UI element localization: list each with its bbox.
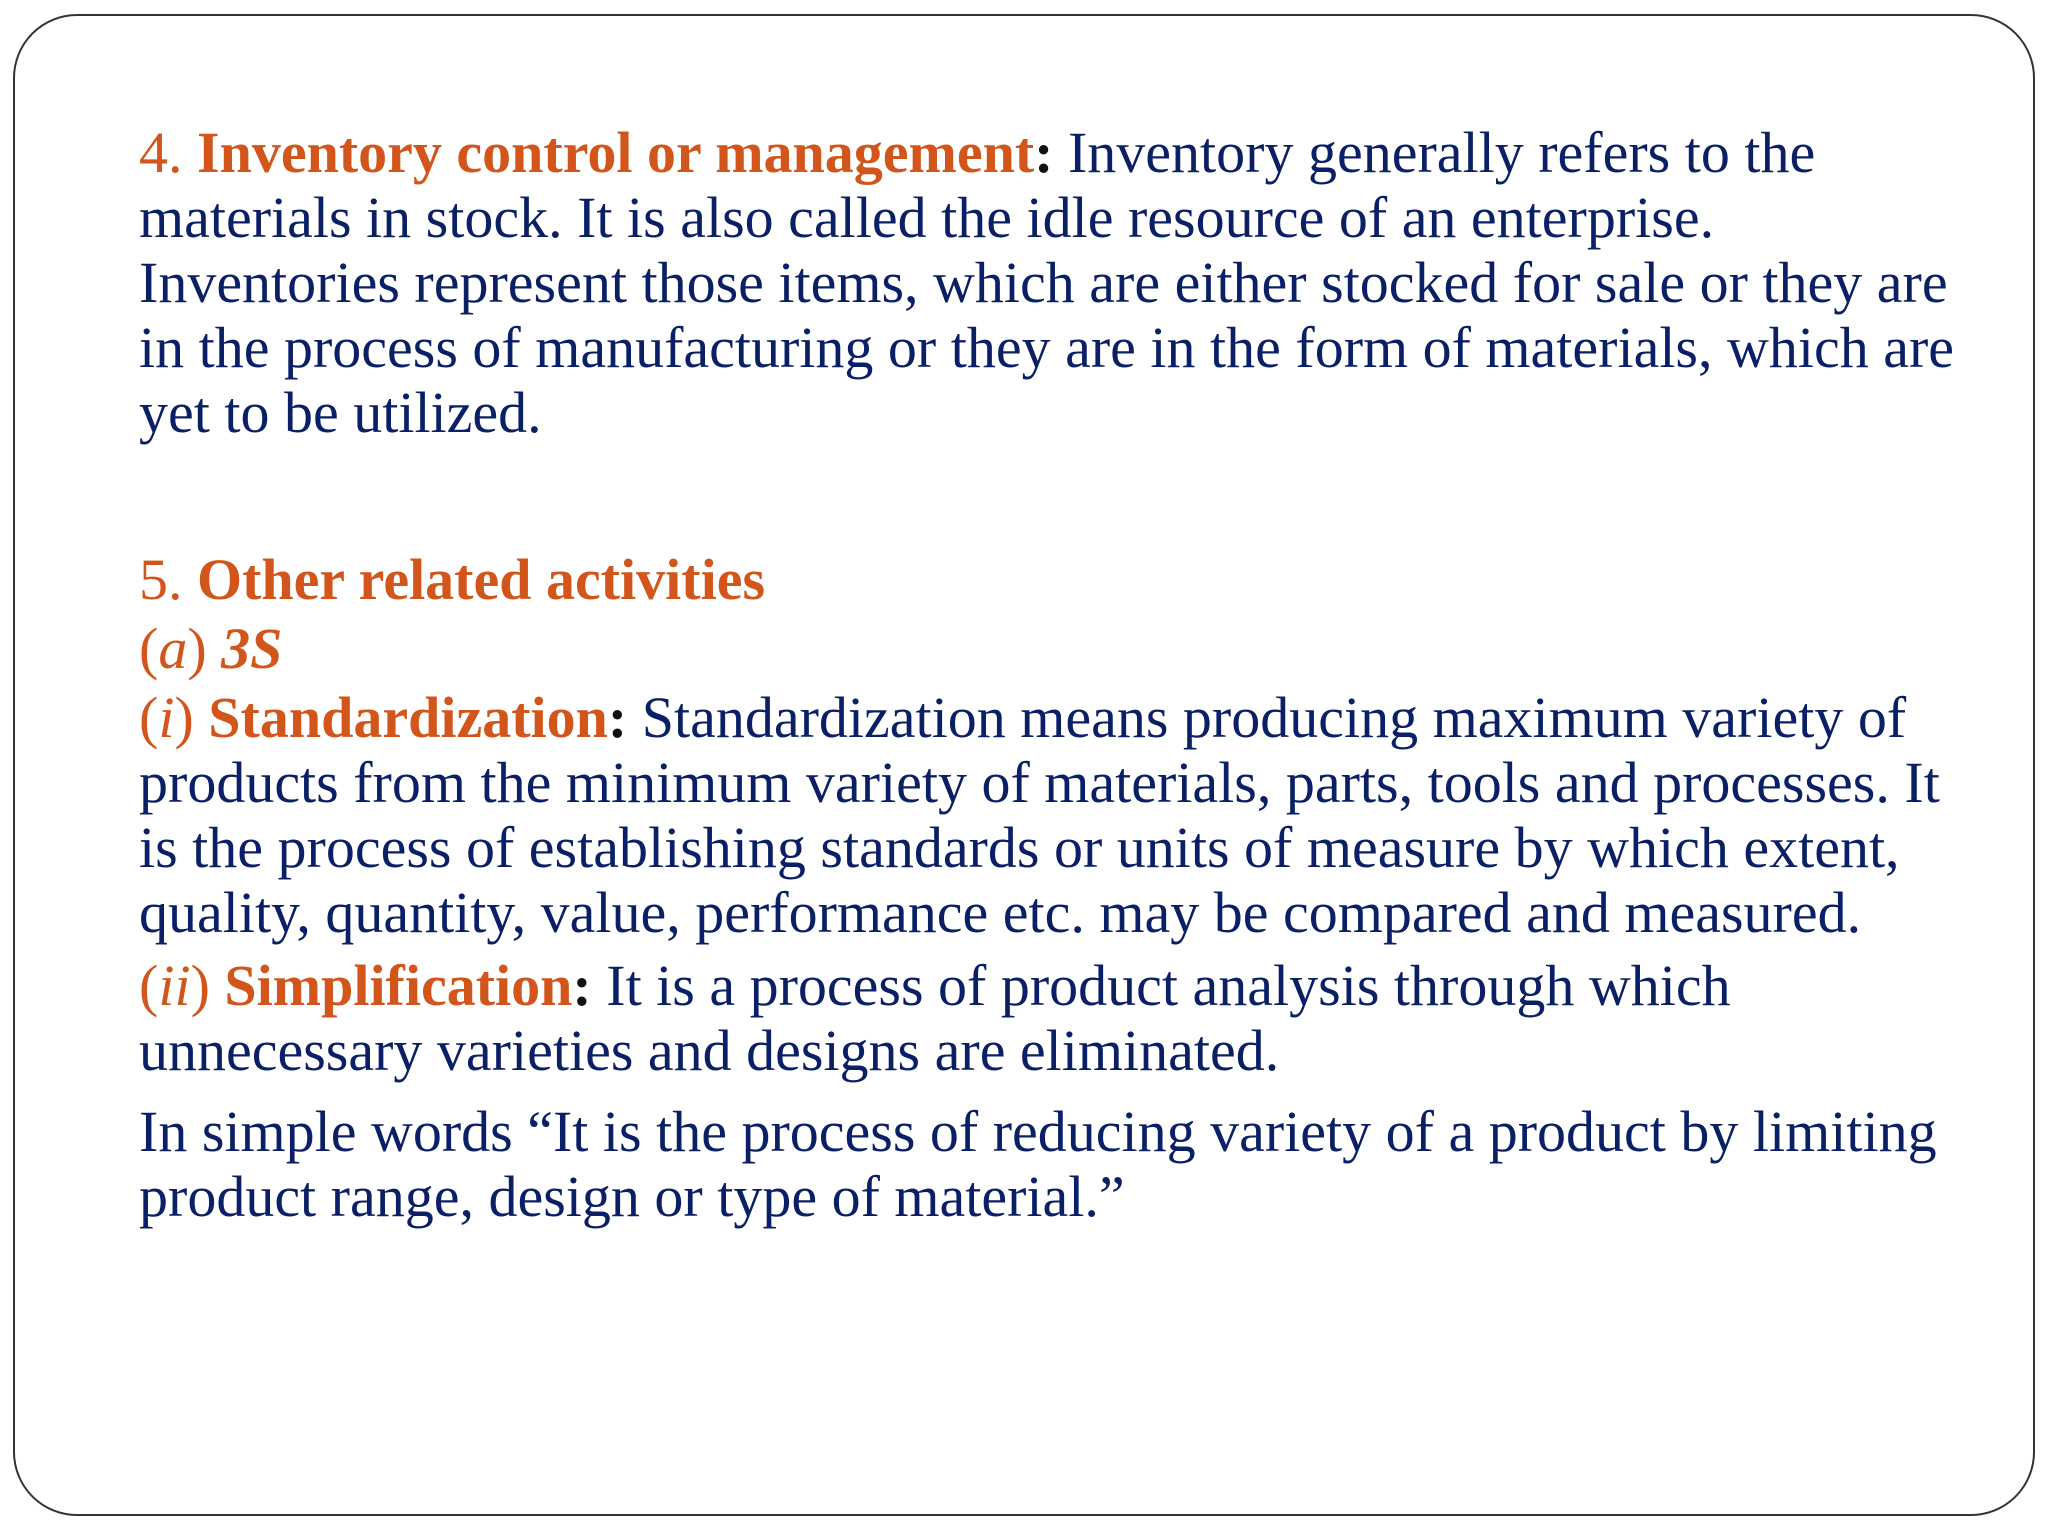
slide-body — [139, 120, 1979, 1229]
inventory-text: Inventory generally refers to the materials in stock. It is also called the idle resource of an enterprise. Inventories represent those items, which are either stocked for sale or they are in the process of manufacturing or they are in the form of materials, which are yet to be utilized. — [139, 120, 1955, 445]
heading-colon: : — [1034, 120, 1054, 185]
simplification-heading: Simplification — [224, 953, 573, 1018]
simple-words-text: In simple words “It is the process of reducing variety of a product by limiting product range, design or type of material.” — [139, 1099, 1937, 1229]
inventory-control-paragraph — [139, 120, 1979, 445]
simplification-text: It is a process of product analysis through which unnecessary varieties and designs are eliminated. — [139, 953, 1731, 1083]
heading-colon: : — [572, 953, 592, 1018]
paren-close: ) — [174, 685, 194, 750]
sub-numeral: ii — [158, 953, 191, 1018]
standardization-paragraph — [139, 685, 1979, 945]
item-number: 5. — [139, 547, 183, 612]
paren-close: ) — [190, 953, 210, 1018]
3s-heading: 3S — [221, 616, 283, 681]
simplification-paragraph — [139, 953, 1979, 1083]
sub-letter: a — [158, 616, 188, 681]
standardization-text: Standardization means producing maximum variety of products from the minimum variety of materials, parts, tools and processes. It is the process of establishing standards or units of measure by which extent, quality, quantity, value, performance etc. may be compared and measured. — [139, 685, 1940, 945]
heading-colon: : — [607, 685, 628, 750]
paren-open: ( — [139, 953, 159, 1018]
item-number: 4. — [139, 120, 183, 185]
3s-heading-line — [139, 616, 1979, 681]
paren-open: ( — [139, 616, 159, 681]
other-activities-heading: Other related activities — [197, 547, 766, 612]
paren-open: ( — [139, 685, 159, 750]
simple-words-paragraph — [139, 1099, 1979, 1229]
slide-frame — [13, 14, 2035, 1516]
sub-numeral: i — [158, 685, 175, 750]
standardization-heading: Standardization — [208, 685, 608, 750]
inventory-heading: Inventory control or management — [197, 120, 1035, 185]
paren-close: ) — [187, 616, 207, 681]
other-activities-heading-line — [139, 547, 1979, 612]
